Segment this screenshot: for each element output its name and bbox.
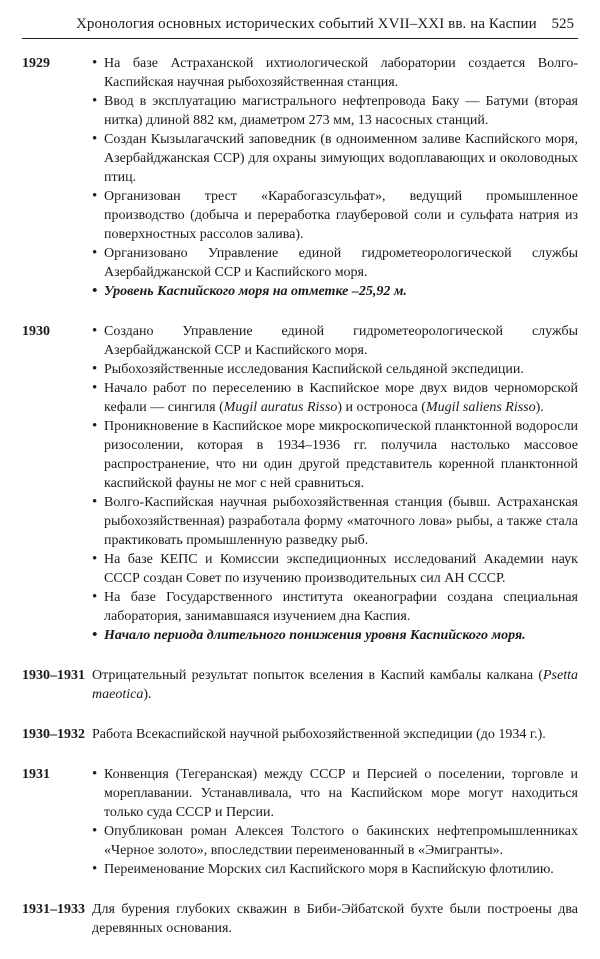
running-header xyxy=(22,14,578,39)
year-label: 1930–1931 xyxy=(22,668,85,683)
event-item: • Организовано Управление единой гидрометеорологической службы Азербайджанской ССР и Каспийского моря. xyxy=(92,244,578,282)
event-item: • Волго-Каспийская научная рыбохозяйственная станция (бывш. Астраханская рыбохозяйственная) разработала форму «маточного лова» рыбы, а также стала практиковать промышленную разведку рыб. xyxy=(92,493,578,550)
event-item: • Организован трест «Карабогазсульфат», ведущий промышленное производство (добыча и переработка глауберовой соли и сульфата натрия из поверхностных рассолов залива). xyxy=(92,187,578,244)
event-item: • Создан Кызылагачский заповедник (в одноименном заливе Каспийского моря, Азербайджанская ССР) для охраны зимующих водоплавающих и околоводных птиц. xyxy=(92,130,578,187)
entry-1930-1931 xyxy=(22,666,578,704)
entry-1931-1933 xyxy=(22,900,578,938)
event-item: • На базе Астраханской ихтиологической лаборатории создается Волго-Каспийская научная рыбохозяйственная станция. xyxy=(92,54,578,92)
year-label: 1929 xyxy=(22,56,50,71)
year-label: 1930 xyxy=(22,324,50,339)
event-item-sea-level: • Уровень Каспийского моря на отметке –25,92 м. xyxy=(92,282,578,301)
species-name: Psetta maeotica xyxy=(92,668,578,702)
event-list xyxy=(92,765,578,879)
year-label: 1931–1933 xyxy=(22,902,85,917)
event-list xyxy=(92,54,578,301)
entry-1930 xyxy=(22,322,578,645)
event-item: • Ввод в эксплуатацию магистрального нефтепровода Баку — Батуми (вторая нитка) длиной 882 км, диаметром 273 мм, 13 насосных станций. xyxy=(92,92,578,130)
page-number: 525 xyxy=(551,16,574,32)
entry-1930-1932 xyxy=(22,725,578,744)
event-text: Отрицательный результат попыток вселения в Каспий камбалы калкана (Psetta maeotica). xyxy=(92,668,578,702)
event-item: • Проникновение в Каспийское море микроскопической планктонной водоросли ризосолении, которая в 1934–1936 гг. получила настолько массовое распространение, что ни один другой представитель коренной планктонной каспийской фауны не мог с ней сравниться. xyxy=(92,417,578,493)
event-item: • Создано Управление единой гидрометеорологической службы Азербайджанской ССР и Каспийского моря. xyxy=(92,322,578,360)
event-item: • Опубликован роман Алексея Толстого о бакинских нефтепромышленниках «Черное золото», впоследствии переименованный в «Эмигранты». xyxy=(92,822,578,860)
year-label: 1931 xyxy=(22,767,50,782)
event-item: • На базе КЕПС и Комиссии экспедиционных исследований Академии наук СССР создан Совет по изучению производительных сил АН СССР. xyxy=(92,550,578,588)
header-title: Хронология основных исторических событий XVII–XXI вв. на Каспии xyxy=(76,16,537,32)
event-text: Для бурения глубоких скважин в Биби-Эйбатской бухте были построены два деревянных основания. xyxy=(92,902,578,936)
entry-1929 xyxy=(22,54,578,301)
event-item: • На базе Государственного института океанографии создана специальная лаборатория, занимавшаяся изучением дна Каспия. xyxy=(92,588,578,626)
entry-1931 xyxy=(22,765,578,879)
year-label: 1930–1932 xyxy=(22,727,85,742)
event-list xyxy=(92,322,578,645)
event-item: • Рыбохозяйственные исследования Каспийской сельдяной экспедиции. xyxy=(92,360,578,379)
species-name: Mugil auratus Risso xyxy=(223,400,338,415)
event-item: • Конвенция (Тегеранская) между СССР и Персией о поселении, торговле и мореплавании. Устанавливала, что на Каспийском море могут находиться только суда СССР и Персии. xyxy=(92,765,578,822)
event-item-mullet: • Начало работ по переселению в Каспийское море двух видов черноморской кефали — сингиля (Mugil auratus Risso) и остроноса (Mugil saliens Risso). xyxy=(92,379,578,417)
species-name: Mugil saliens Risso xyxy=(425,400,536,415)
event-item: • Переименование Морских сил Каспийского моря в Каспийскую флотилию. xyxy=(92,860,578,879)
chronology xyxy=(22,54,578,959)
event-item-level-decline: • Начало периода длительного понижения уровня Каспийского моря. xyxy=(92,626,578,645)
event-text: Работа Всекаспийской научной рыбохозяйственной экспедиции (до 1934 г.). xyxy=(92,727,546,742)
